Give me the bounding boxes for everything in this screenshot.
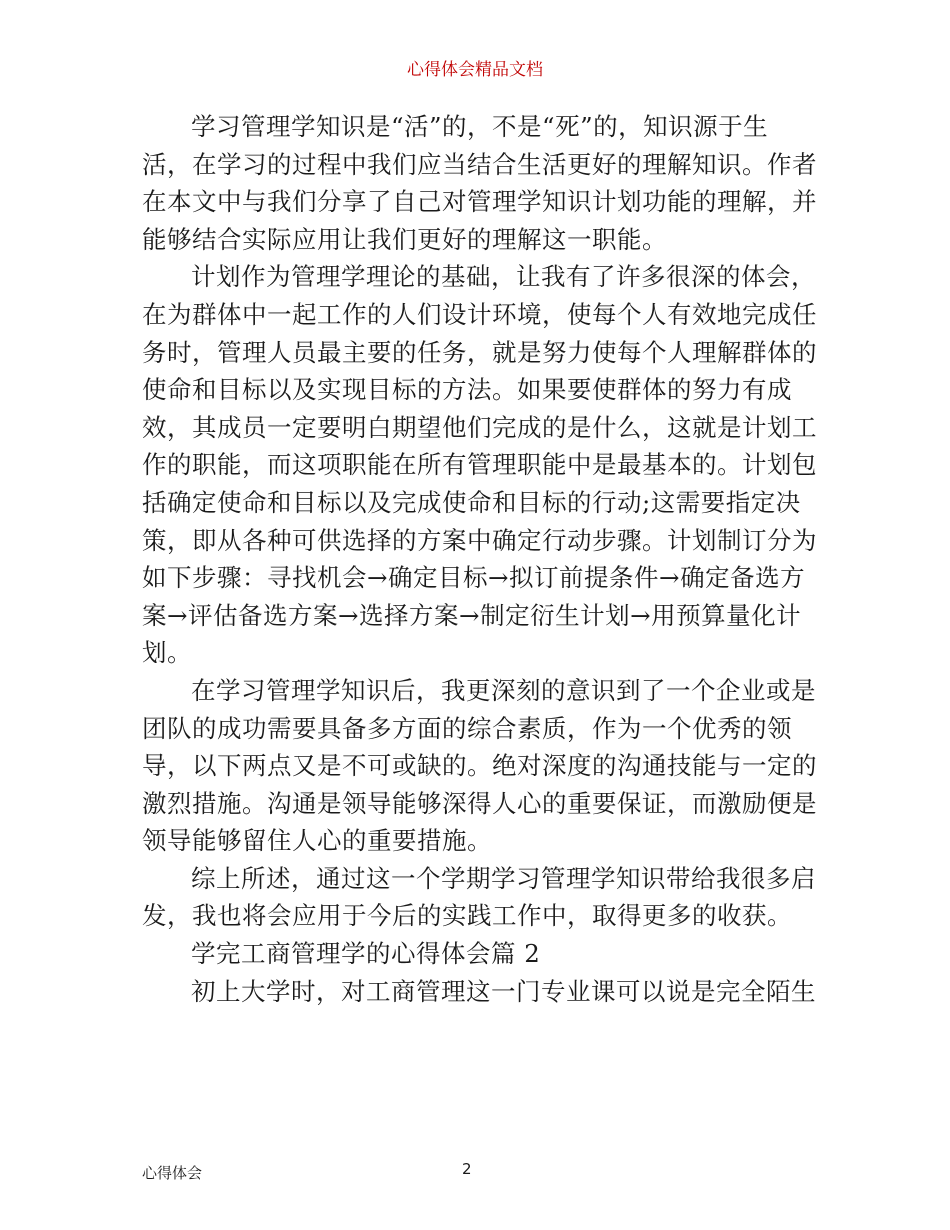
text-line: 在学习管理学知识后，我更深刻的意识到了一个企业或是	[191, 675, 816, 705]
document-body	[142, 108, 817, 1010]
page-header-title: 心得体会精品文档	[407, 60, 543, 80]
text-line: 能够结合实际应用让我们更好的理解这一职能。	[142, 224, 667, 254]
footer-label: 心得体会	[142, 1164, 203, 1182]
paragraph-4	[142, 860, 814, 935]
text-line: 使命和目标以及实现目标的方法。如果要使群体的努力有成	[142, 375, 792, 405]
text-line: 学完工商管理学的心得体会篇 2	[191, 939, 541, 969]
page-number: 2	[462, 1160, 472, 1178]
text-line: 激烈措施。沟通是领导能够深得人心的重要保证，而激励便是	[142, 788, 817, 818]
text-line: 团队的成功需要具备多方面的综合素质，作为一个优秀的领	[142, 713, 792, 743]
text-line: 综上所述，通过这一个学期学习管理学知识带给我很多启	[191, 863, 816, 893]
text-line: 如下步骤：寻找机会→确定目标→拟订前提条件→确定备选方	[142, 563, 806, 593]
text-line: 作的职能，而这项职能在所有管理职能中是最基本的。计划包	[142, 450, 817, 480]
text-line: 领导能够留住人心的重要措施。	[142, 826, 492, 856]
text-line: 案→评估备选方案→选择方案→制定衍生计划→用预算量化计	[142, 600, 802, 630]
text-line: 活，在学习的过程中我们应当结合生活更好的理解知识。作者	[142, 149, 817, 179]
text-line: 初上大学时，对工商管理这一门专业课可以说是完全陌生	[191, 976, 816, 1006]
text-line: 策，即从各种可供选择的方案中确定行动步骤。计划制订分为	[142, 525, 817, 555]
text-line: 划。	[142, 638, 192, 668]
text-line: 导，以下两点又是不可或缺的。绝对深度的沟通技能与一定的	[142, 751, 817, 781]
section-heading	[142, 935, 814, 973]
text-line: 发，我也将会应用于今后的实践工作中，取得更多的收获。	[142, 901, 792, 931]
text-line: 务时，管理人员最主要的任务，就是努力使每个人理解群体的	[142, 337, 817, 367]
text-line: 在为群体中一起工作的人们设计环境，使每个人有效地完成任	[142, 299, 817, 329]
paragraph-1	[142, 108, 817, 258]
text-line: 括确定使命和目标以及完成使命和目标的行动;这需要指定决	[142, 487, 801, 517]
text-line: 在本文中与我们分享了自己对管理学知识计划功能的理解，并	[142, 187, 817, 217]
paragraph-2	[142, 258, 817, 672]
text-line: 学习管理学知识是“活”的，不是“死”的，知识源于生	[191, 112, 769, 141]
text-line: 效，其成员一定要明白期望他们完成的是什么，这就是计划工	[142, 412, 817, 442]
paragraph-5	[142, 973, 814, 1011]
text-line: 计划作为管理学理论的基础，让我有了许多很深的体会，	[191, 262, 816, 292]
paragraph-3	[142, 672, 817, 860]
